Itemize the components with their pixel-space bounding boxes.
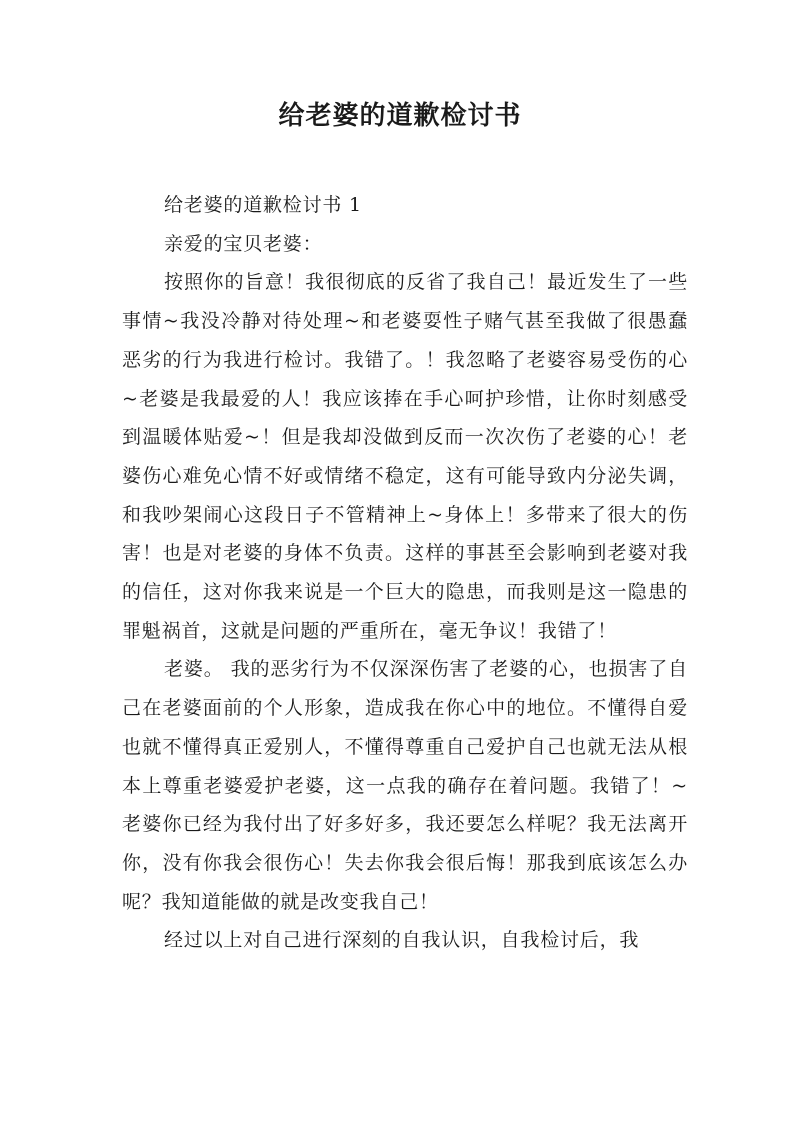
document-subtitle: 给老婆的道歉检讨书 1 <box>164 194 362 216</box>
document-body <box>122 186 688 960</box>
paragraph-1: 按照你的旨意！我很彻底的反省了我自己！最近发生了一些事情~我没冷静对待处理~和老婆耍性子赌气甚至我做了很愚蠢恶劣的行为我进行检讨。我错了。！我忽略了老婆容易受伤的心~老婆是我最爱的人！我应该捧在手心呵护珍惜，让你时刻感受到温暖体贴爱~！但是我却没做到反而一次次伤了老婆的心！老婆伤心难免心情不好或情绪不稳定，这有可能导致内分泌失调，和我吵架闹心这段日子不管精神上~身体上！多带来了很大的伤害！也是对老婆的身体不负责。这样的事甚至会影响到老婆对我的信任，这对你我来说是一个巨大的隐患，而我则是这一隐患的罪魁祸首，这就是问题的严重所在，毫无争议！我错了！ <box>122 271 688 642</box>
salutation: 亲爱的宝贝老婆： <box>164 232 323 255</box>
paragraph-2: 老婆。 我的恶劣行为不仅深深伤害了老婆的心，也损害了自己在老婆面前的个人形象，造成我在你心中的地位。不懂得自爱也就不懂得真正爱别人，不懂得尊重自己爱护自己也就无法从根本上尊重老婆爱护老婆，这一点我的确存在着问题。我错了！~老婆你已经为我付出了好多好多，我还要怎么样呢？我无法离开你，没有你我会很伤心！失去你我会很后悔！那我到底该怎么办呢？我知道能做的就是改变我自己！ <box>122 658 688 913</box>
paragraph-3: 经过以上对自己进行深刻的自我认识，自我检讨后，我 <box>164 929 640 952</box>
document-title: 给老婆的道歉检讨书 <box>278 101 522 131</box>
